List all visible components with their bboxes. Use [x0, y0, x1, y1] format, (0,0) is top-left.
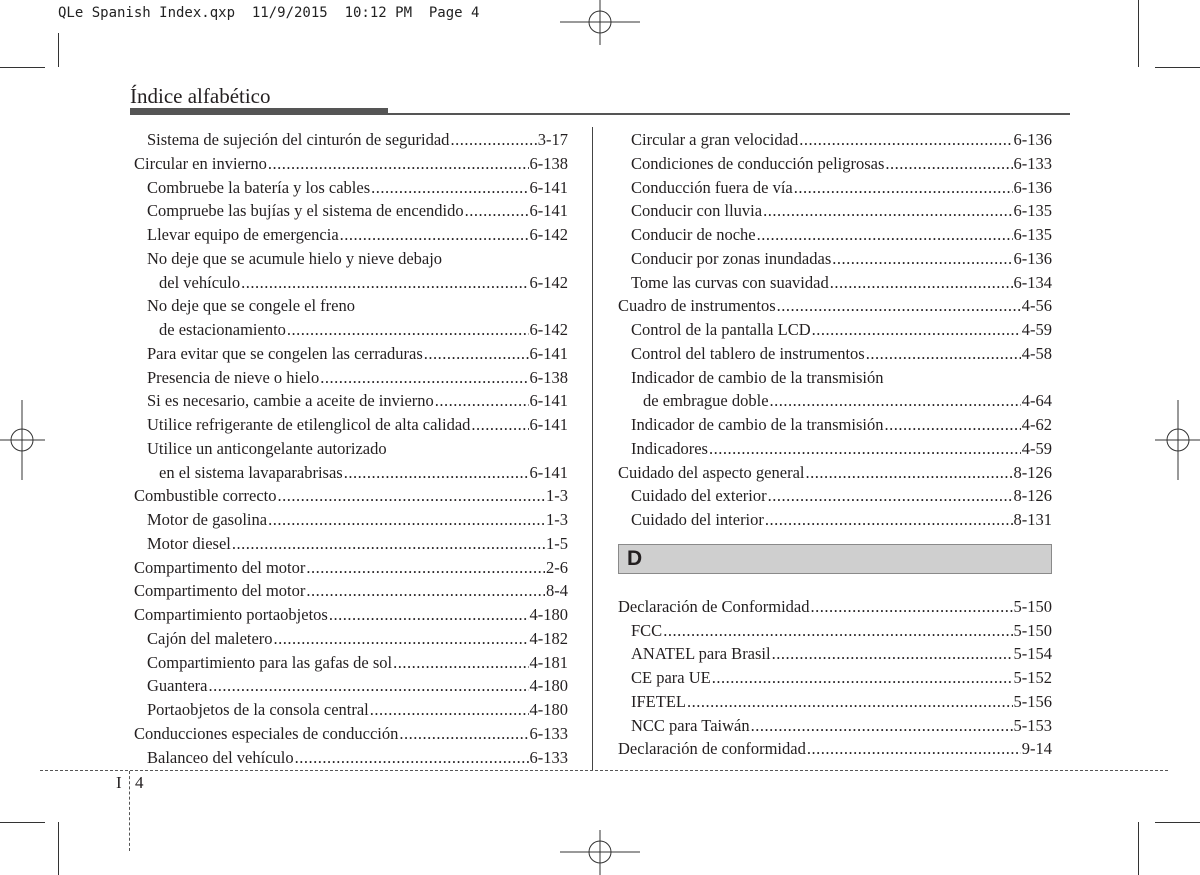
index-entry-text: del vehículo	[159, 272, 241, 292]
index-entry[interactable]	[618, 714, 1052, 738]
index-entry[interactable]	[134, 461, 568, 485]
index-entry-text: No deje que se congele el freno	[147, 296, 355, 316]
index-entry-page: 6-135	[1013, 225, 1052, 244]
index-entry-page: 6-138	[529, 153, 568, 173]
index-entry-page: 1-5	[546, 533, 568, 553]
dot-leader	[424, 342, 529, 366]
dot-leader	[393, 651, 528, 675]
section-header: D	[618, 544, 1052, 574]
index-entry-page: 4-56	[1021, 296, 1052, 316]
index-entry[interactable]	[618, 461, 1052, 485]
index-entry-page: 6-141	[529, 201, 568, 221]
index-entry-text: CE para UE	[631, 668, 711, 687]
dot-leader	[884, 413, 1020, 437]
dot-leader	[399, 722, 528, 746]
dot-leader	[763, 199, 1012, 223]
dot-leader	[770, 389, 1021, 413]
dot-leader	[471, 413, 528, 437]
index-entry[interactable]	[618, 318, 1052, 342]
index-entry[interactable]	[618, 437, 1052, 461]
dot-leader	[866, 342, 1021, 366]
index-entry-page: 6-134	[1013, 272, 1052, 292]
index-entry[interactable]	[134, 342, 568, 366]
index-entry-page: 6-141	[529, 343, 568, 363]
index-entry-page: 5-154	[1013, 644, 1052, 664]
index-entry-text: Combruebe la batería y los cables	[147, 177, 371, 197]
index-entry[interactable]	[618, 152, 1052, 176]
index-entry[interactable]	[618, 128, 1052, 152]
index-entry-text: Motor diesel	[147, 533, 231, 553]
index-entry-text: Utilice refrigerante de etilenglicol de alta calidad	[147, 415, 471, 434]
index-entry-page: 4-59	[1021, 438, 1052, 458]
index-entry-page: 4-59	[1021, 320, 1052, 339]
index-entry-page: 8-131	[1013, 510, 1052, 529]
crop-mark-top-left-h	[0, 67, 45, 68]
index-entry-page: 6-141	[529, 415, 568, 434]
column-divider	[592, 127, 593, 770]
index-entry-text: Cuadro de instrumentos	[618, 296, 776, 316]
dot-leader	[811, 595, 1013, 619]
index-entry-page: 2-6	[546, 557, 568, 577]
index-entry-text: NCC para Taiwán	[631, 715, 750, 735]
index-entry-page: 6-141	[529, 177, 568, 197]
index-entry-text: Motor de gasolina	[147, 510, 268, 529]
crop-mark-bottom-left-h	[0, 822, 45, 823]
crop-mark-bottom-right-h	[1155, 822, 1200, 823]
dot-leader	[832, 247, 1012, 271]
index-entry-text: Conducción fuera de vía	[631, 177, 793, 197]
dot-leader	[794, 176, 1013, 200]
index-entry-page: 4-62	[1021, 415, 1052, 434]
registration-mark-right-icon	[1155, 400, 1200, 480]
index-entry[interactable]	[134, 603, 568, 627]
index-entry[interactable]	[134, 413, 568, 437]
dot-leader	[777, 294, 1021, 318]
index-entry[interactable]	[134, 674, 568, 698]
index-entry[interactable]	[618, 342, 1052, 366]
index-entry-text: Guantera	[147, 676, 208, 696]
dot-leader	[799, 128, 1012, 152]
index-entry[interactable]	[134, 627, 568, 651]
dot-leader	[465, 199, 529, 223]
index-entry-text: Compartimento del motor	[134, 557, 306, 577]
index-entry-text: Condiciones de conducción peligrosas	[631, 153, 885, 173]
index-entry-text: Presencia de nieve o hielo	[147, 367, 320, 387]
dot-leader	[765, 508, 1013, 532]
dot-leader	[241, 271, 528, 295]
index-entry[interactable]	[134, 223, 568, 247]
index-entry[interactable]	[134, 746, 568, 770]
index-entry[interactable]	[134, 532, 568, 556]
index-entry[interactable]	[618, 223, 1052, 247]
index-entry-text: Compartimiento para las gafas de sol	[147, 652, 393, 672]
index-entry-text: Utilice un anticongelante autorizado	[147, 438, 387, 458]
title-rule-thin	[130, 113, 1070, 115]
registration-mark-top-icon	[560, 0, 640, 45]
registration-mark-left-icon	[0, 400, 45, 480]
dot-leader	[709, 437, 1021, 461]
dot-leader	[287, 318, 529, 342]
index-entry[interactable]	[134, 199, 568, 223]
index-entry[interactable]	[134, 579, 568, 603]
page-title: Índice alfabético	[130, 84, 271, 108]
index-entry-page: 5-153	[1013, 715, 1052, 735]
index-entry-page: 6-142	[529, 225, 568, 244]
index-entry-text: Cuidado del interior	[631, 510, 764, 529]
index-entry[interactable]	[134, 437, 568, 461]
dot-leader	[370, 698, 529, 722]
dot-leader	[805, 461, 1012, 485]
dot-leader	[306, 556, 545, 580]
index-entry[interactable]	[134, 152, 568, 176]
index-entry[interactable]	[618, 247, 1052, 271]
index-entry-page: 8-126	[1013, 462, 1052, 482]
index-entry[interactable]	[618, 595, 1052, 619]
dot-leader	[830, 271, 1013, 295]
index-entry-page: 5-150	[1013, 596, 1052, 616]
index-entry-text: Control de la pantalla LCD	[631, 320, 811, 339]
dot-leader	[329, 603, 529, 627]
index-entry-text: Indicadores	[631, 438, 708, 458]
index-entry-text: Balanceo del vehículo	[147, 747, 294, 767]
crop-mark-bottom-left-v	[58, 822, 59, 875]
crop-mark-top-right-v	[1138, 0, 1139, 67]
print-slug: QLe Spanish Index.qxp 11/9/2015 10:12 PM Page 4	[58, 5, 480, 21]
index-entry[interactable]	[134, 484, 568, 508]
index-entry[interactable]	[618, 508, 1052, 532]
index-entry-text: FCC	[631, 620, 663, 640]
index-entry-page: 6-136	[1013, 177, 1052, 197]
index-entry-page: 6-142	[529, 320, 568, 339]
crop-mark-top-left-v	[58, 33, 59, 67]
index-entry-text: Control del tablero de instrumentos	[631, 343, 865, 363]
index-entry-page: 4-58	[1021, 343, 1052, 363]
registration-mark-bottom-icon	[560, 830, 640, 875]
index-entry[interactable]	[618, 413, 1052, 437]
index-entry-text: de embrague doble	[643, 391, 769, 411]
index-entry-text: Conducir con lluvia	[631, 201, 763, 221]
index-entry-text: ANATEL para Brasil	[631, 644, 771, 664]
index-entry[interactable]	[618, 366, 1052, 390]
dot-leader	[371, 176, 528, 200]
index-entry[interactable]	[618, 199, 1052, 223]
index-entry[interactable]	[134, 556, 568, 580]
footer-section-letter: I	[116, 773, 122, 792]
index-entry[interactable]	[618, 619, 1052, 643]
crop-mark-bottom-right-v	[1138, 822, 1139, 875]
dot-leader	[772, 642, 1013, 666]
dot-leader	[274, 627, 529, 651]
index-entry[interactable]	[134, 128, 568, 152]
index-entry-text: Indicador de cambio de la transmisión	[631, 367, 884, 387]
index-entry[interactable]	[134, 366, 568, 390]
dot-leader	[435, 389, 529, 413]
index-entry[interactable]	[134, 389, 568, 413]
index-entry-page: 6-133	[529, 747, 568, 767]
index-entry[interactable]	[134, 176, 568, 200]
index-entry[interactable]	[618, 690, 1052, 714]
index-entry-page: 6-133	[1013, 153, 1052, 173]
index-entry-text: IFETEL	[631, 691, 686, 711]
crop-mark-top-right-h	[1155, 67, 1200, 68]
index-entry-text: No deje que se acumule hielo y nieve debajo	[147, 248, 443, 268]
index-entry[interactable]	[618, 389, 1052, 413]
index-entry-text: de estacionamiento	[159, 320, 286, 339]
index-entry-page: 5-156	[1013, 691, 1052, 711]
dot-leader	[757, 223, 1013, 247]
index-entry-page: 4-180	[529, 605, 568, 624]
index-entry-text: Circular en invierno	[134, 153, 267, 173]
dot-leader	[885, 152, 1012, 176]
index-entry-text: Tome las curvas con suavidad	[631, 272, 829, 292]
index-entry[interactable]	[134, 271, 568, 295]
index-entry-page: 6-141	[529, 462, 568, 482]
index-entry[interactable]	[618, 642, 1052, 666]
dot-leader	[768, 484, 1013, 508]
dot-leader	[268, 508, 545, 532]
index-entry-text: Sistema de sujeción del cinturón de seguridad	[147, 130, 450, 149]
dot-leader	[712, 666, 1013, 690]
index-entry[interactable]	[618, 176, 1052, 200]
index-entry-text: Llevar equipo de emergencia	[147, 225, 339, 244]
index-entry-text: Compartimento del motor	[134, 581, 306, 601]
index-entry-page: 1-3	[546, 510, 568, 529]
index-entry[interactable]	[134, 318, 568, 342]
dot-leader	[344, 461, 529, 485]
index-entry-text: Compruebe las bujías y el sistema de encendido	[147, 201, 464, 221]
index-entry-page: 6-136	[1013, 130, 1052, 149]
index-entry-page: 6-138	[529, 367, 568, 387]
index-entry-page: 6-133	[529, 723, 568, 743]
index-entry-page: 8-4	[546, 581, 568, 601]
index-entry-text: Conducir de noche	[631, 225, 756, 244]
index-entry-text: Combustible correcto	[134, 486, 277, 506]
index-entry[interactable]	[134, 247, 568, 271]
index-entry-page: 4-180	[529, 700, 568, 719]
index-entry-text: Conducir por zonas inundadas	[631, 248, 832, 268]
index-entry[interactable]	[134, 651, 568, 675]
index-entry-page: 4-64	[1021, 391, 1052, 411]
index-entry-text: en el sistema lavaparabrisas	[159, 462, 343, 482]
dot-leader	[320, 366, 528, 390]
index-entry-page: 4-182	[529, 628, 568, 648]
index-entry[interactable]	[618, 294, 1052, 318]
index-entry-text: Si es necesario, cambie a aceite de invierno	[147, 391, 434, 411]
index-entry-text: Cuidado del exterior	[631, 486, 767, 506]
index-entry-text: Declaración de conformidad	[618, 739, 806, 759]
index-entry[interactable]	[134, 294, 568, 318]
dot-leader	[268, 152, 529, 176]
index-entry-text: Cuidado del aspecto general	[618, 462, 805, 482]
dot-leader	[663, 619, 1012, 643]
index-entry-text: Portaobjetos de la consola central	[147, 700, 369, 719]
dot-leader	[306, 579, 545, 603]
dot-leader	[340, 223, 529, 247]
dot-leader	[450, 128, 536, 152]
dot-leader	[687, 690, 1013, 714]
index-entry[interactable]	[134, 722, 568, 746]
footer-divider	[129, 771, 130, 851]
index-entry[interactable]	[134, 698, 568, 722]
index-entry-text: Compartimiento portaobjetos	[134, 605, 328, 624]
index-entry-page: 6-142	[529, 272, 568, 292]
dot-leader	[751, 714, 1013, 738]
index-entry-page: 5-150	[1013, 620, 1052, 640]
index-entry[interactable]	[618, 666, 1052, 690]
index-entry-text: Circular a gran velocidad	[631, 130, 799, 149]
index-entry[interactable]	[134, 508, 568, 532]
index-entry-page: 6-136	[1013, 248, 1052, 268]
index-entry-text: Para evitar que se congelen las cerraduras	[147, 343, 423, 363]
index-column-right	[618, 128, 1052, 761]
index-entry[interactable]	[618, 484, 1052, 508]
dot-leader	[295, 746, 529, 770]
index-entry[interactable]	[618, 737, 1052, 761]
dot-leader	[807, 737, 1021, 761]
index-entry-page: 1-3	[546, 486, 568, 506]
index-entry-page: 4-181	[529, 652, 568, 672]
dot-leader	[812, 318, 1021, 342]
index-column-left	[134, 128, 568, 769]
index-entry-page: 9-14	[1021, 739, 1052, 759]
index-entry-text: Indicador de cambio de la transmisión	[631, 415, 884, 434]
index-entry-text: Declaración de Conformidad	[618, 596, 810, 616]
index-entry-text: Cajón del maletero	[147, 628, 273, 648]
footer-page-number: 4	[135, 773, 144, 792]
index-entry-page: 6-141	[529, 391, 568, 411]
index-entry-page: 3-17	[537, 130, 568, 149]
index-entry-page: 6-135	[1013, 201, 1052, 221]
dot-leader	[208, 674, 528, 698]
index-entry[interactable]	[618, 271, 1052, 295]
index-entry-page: 4-180	[529, 676, 568, 696]
dot-leader	[232, 532, 545, 556]
footer-rule	[40, 770, 1168, 771]
index-entry-page: 5-152	[1013, 668, 1052, 687]
dot-leader	[278, 484, 545, 508]
index-entry-page: 8-126	[1013, 486, 1052, 506]
index-entry-text: Conducciones especiales de conducción	[134, 723, 399, 743]
